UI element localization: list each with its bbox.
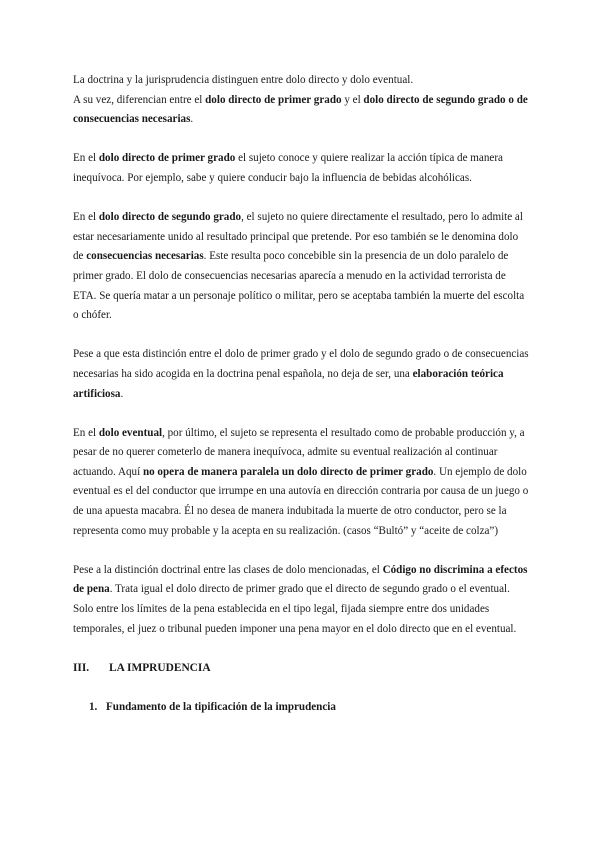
term-elaboracion-teorica: elaboración teórica artificiosa bbox=[73, 367, 504, 400]
paragraph-text: , el sujeto no quiere directamente el resultado, pero lo admite al estar necesariamente unido al resultado principal que pretende. Por eso también se le denomina dolo de bbox=[73, 211, 523, 263]
paragraph-text: En el bbox=[73, 211, 99, 224]
term-dolo-primer-grado: dolo directo de primer grado bbox=[205, 93, 342, 106]
intro-line-1: La doctrina y la jurisprudencia distinguen entre dolo directo y dolo eventual. bbox=[73, 74, 414, 86]
paragraph-segundo-grado bbox=[73, 208, 531, 326]
paragraph-text: Pese a la distinción doctrinal entre las clases de dolo mencionadas, el bbox=[73, 563, 383, 576]
paragraph-text: . Este resulta poco concebible sin la presencia de un dolo paralelo de primer grado. El dolo de consecuencias necesarias aparecía a menudo en la actividad terrorista de ETA. Se quería matar a un personaje político o militar, pero se aceptaba también la muerte del escolta o chófer. bbox=[73, 250, 525, 322]
term-dolo-segundo-grado: dolo directo de segundo grado bbox=[98, 211, 242, 224]
paragraph-text: . bbox=[120, 387, 124, 400]
intro-text: . bbox=[190, 113, 194, 126]
intro-text: y el bbox=[341, 93, 364, 106]
paragraph-text: . Trata igual el dolo directo de primer grado que el directo de segundo grado o el eventual. Solo entre los límites de la pena establecida en el tipo legal, fijada siempre entre dos unidades temporales, el juez o tribunal pueden imponer una pena mayor en el dolo directo que en el eventual. bbox=[73, 583, 517, 635]
term-dolo-segundo-grado: dolo directo de segundo grado o de consecuencias necesarias bbox=[73, 93, 528, 126]
paragraph-text: En el bbox=[73, 426, 99, 439]
section-title: LA IMPRUDENCIA bbox=[109, 661, 211, 674]
term-no-opera-paralela: no opera de manera paralela un dolo directo de primer grado bbox=[142, 465, 434, 478]
term-consecuencias-necesarias: consecuencias necesarias bbox=[86, 250, 204, 263]
paragraph-distincion bbox=[73, 345, 531, 404]
paragraph-dolo-eventual bbox=[73, 424, 531, 542]
paragraph-primer-grado bbox=[73, 149, 531, 188]
section-number: III. bbox=[73, 661, 90, 674]
document-page bbox=[73, 71, 531, 718]
subsection-heading bbox=[73, 698, 531, 718]
paragraph-text: el sujeto conoce y quiere realizar la acción típica de manera inequívoca. Por ejemplo, sabe y quiere conducir bajo la influencia de bebidas alcohólicas. bbox=[73, 152, 503, 184]
paragraph-text: En el bbox=[73, 152, 99, 165]
subsection-number: 1. bbox=[89, 701, 98, 713]
term-codigo-no-discrimina: Código no discrimina a efectos de pena bbox=[73, 563, 528, 596]
paragraph-text: Pese a que esta distinción entre el dolo de primer grado y el dolo de segundo grado o de consecuencias necesarias ha sido acogida en la doctrina penal española, no deja de ser, una bbox=[73, 348, 529, 380]
paragraph-intro bbox=[73, 71, 531, 130]
paragraph-text: , por último, el sujeto se representa el resultado como de probable producción y, a pesar de no querer cometerlo de manera inequívoca, admite su eventual realización al continuar actuando. Aquí bbox=[73, 426, 525, 478]
section-heading bbox=[73, 659, 531, 679]
intro-text: A su vez, diferencian entre el bbox=[73, 93, 206, 106]
term-dolo-eventual: dolo eventual bbox=[98, 426, 163, 439]
paragraph-text: . Un ejemplo de dolo eventual es el del conductor que irrumpe en una autovía en dirección contraria por causa de un juego o de una apuesta macabra. Él no desea de manera indubitada la muerte de otro conductor, pero se la representa como muy probable y la acepta en su realización. (casos “Bultó” y “aceite de colza”) bbox=[73, 465, 529, 537]
paragraph-codigo bbox=[73, 561, 531, 639]
subsection-title: Fundamento de la tipificación de la imprudencia bbox=[106, 701, 336, 713]
term-dolo-primer-grado: dolo directo de primer grado bbox=[98, 152, 236, 165]
